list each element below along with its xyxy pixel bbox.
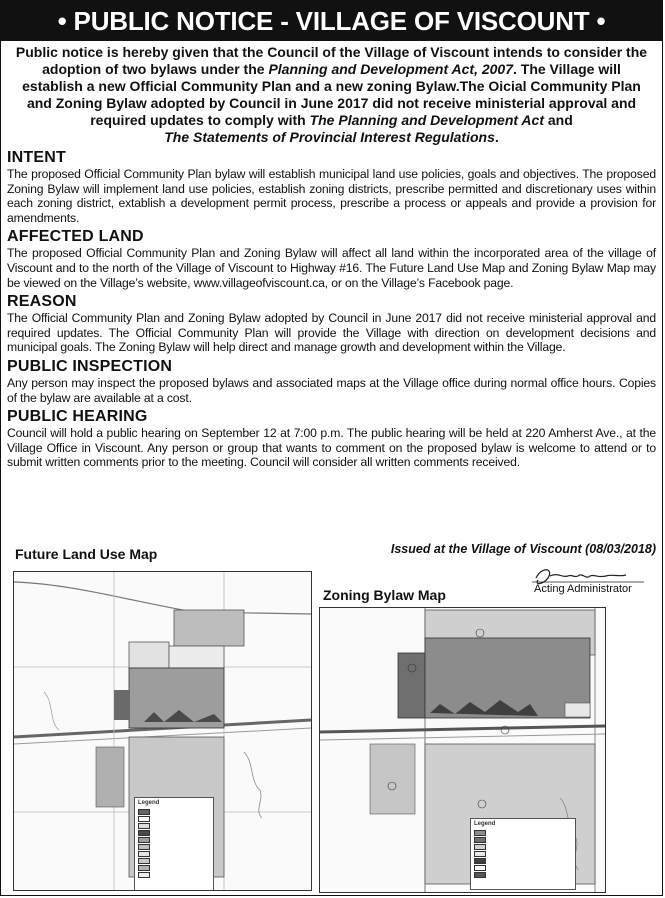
notice-banner: • PUBLIC NOTICE - VILLAGE OF VISCOUNT • <box>1 1 662 41</box>
zoning-map-legend <box>470 818 576 890</box>
intro-text-3: and <box>543 112 573 128</box>
zoning-bylaw-map-title: Zoning Bylaw Map <box>323 587 446 603</box>
acting-administrator-label: Acting Administrator <box>534 583 632 595</box>
public-hearing-heading: PUBLIC HEARING <box>7 408 148 426</box>
future-legend-title: Legend <box>138 800 160 806</box>
section-public-hearing <box>1 408 662 470</box>
act-reference-1: Planning and Development Act, 2007 <box>268 61 513 77</box>
public-inspection-heading: PUBLIC INSPECTION <box>7 357 173 375</box>
public-hearing-body: Council will hold a public hearing on September 12 at 7:00 p.m. The public hearing will be held at 220 Amherst Ave., at the Village Office in Viscount. Any person or group that wants to comment on the proposed bylaw is welcome to attend or to submit written comments prior to the meeting. Council will consider all written comments received. <box>7 426 656 470</box>
act-reference-2: The Planning and Development Act <box>309 112 544 128</box>
intent-body: The proposed Official Community Plan bylaw will establish municipal land use policies, goals and objectives. The proposed Zoning Bylaw will implement land use policies, establish zoning districts, prescribe permitted and discretionary uses within each zoning district, extablish a development permit process, prescribe a process or appeals and provide a provision for amendments. <box>7 167 656 225</box>
section-public-inspection <box>1 358 662 405</box>
intro-text-4: . <box>494 129 499 145</box>
act-reference-3: The Statements of Provincial Interest Regulations <box>164 129 495 145</box>
reason-heading: REASON <box>7 293 77 311</box>
issued-statement: Issued at the Village of Viscount (08/03/2018) <box>390 542 656 556</box>
future-map-legend <box>134 797 214 891</box>
affected-land-heading: AFFECTED LAND <box>7 228 144 246</box>
future-land-use-map <box>13 571 312 891</box>
section-affected-land <box>1 228 662 290</box>
intro-paragraph <box>1 41 662 146</box>
zoning-legend-title: Legend <box>474 821 496 827</box>
reason-body: The Official Community Plan and Zoning Bylaw adopted by Council in June 2017 did not receive ministerial approval and required updates. The Official Community Plan will provide the Village with direction on development decisions and municipal goals. The Zoning Bylaw will help direct and manage growth and development within the Village. <box>7 311 656 355</box>
intro-text-2: . The Village will establish a new Official Community Plan and a new zoning Bylaw.The Oicial Community Plan and Zoning Bylaw adopted by Council in June 2017 did not receive ministerial approval and required updates to comply with <box>22 61 641 128</box>
public-inspection-body: Any person may inspect the proposed bylaws and associated maps at the Village office during normal office hours. Copies of the bylaw are available at a cost. <box>7 375 656 405</box>
intro-text-1: Public notice is hereby given that the Council of the Village of Viscount intends to consider the adoption of two bylaws under the <box>15 44 648 77</box>
future-land-use-map-title: Future Land Use Map <box>15 546 158 562</box>
zoning-bylaw-map <box>319 607 606 893</box>
affected-land-body: The proposed Official Community Plan and Zoning Bylaw will affect all land within the incorporated area of the village of Viscount and to the north of the Village of Viscount to Highway #16. The Future Land Use Map and Zoning Bylaw Map may be viewed on the Village’s website, www.villageofviscount.ca, or on the Village’s Facebook page. <box>7 246 656 290</box>
maps-area <box>1 539 663 896</box>
section-reason <box>1 293 662 355</box>
section-intent <box>1 149 662 225</box>
intent-heading: INTENT <box>7 149 66 166</box>
